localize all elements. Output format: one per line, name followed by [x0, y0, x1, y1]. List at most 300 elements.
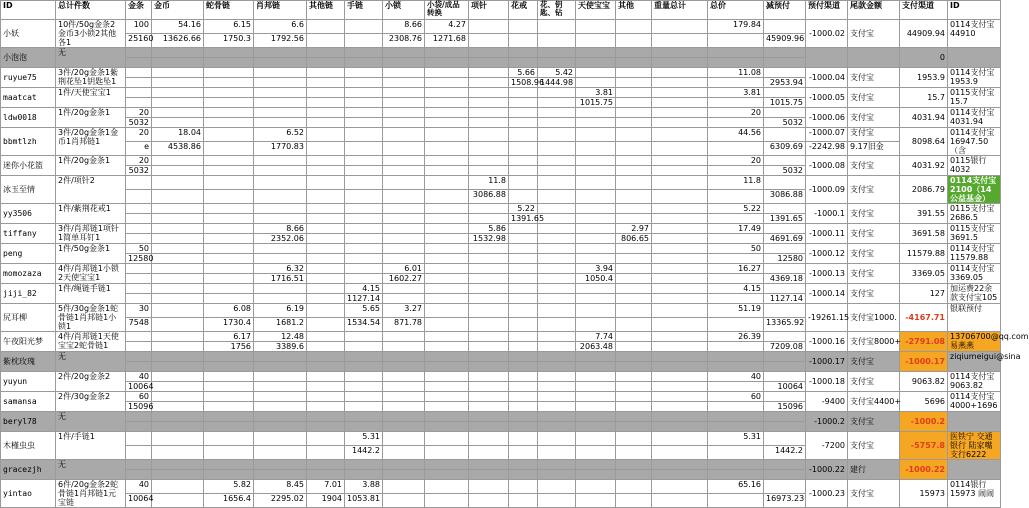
row-cell-e1[interactable]: [307, 128, 345, 142]
row-deposit[interactable]: -1000.22: [806, 460, 848, 480]
row-pay-channel[interactable]: 0114支付宝 44910: [948, 20, 1001, 48]
row-cell-h2[interactable]: [425, 446, 469, 460]
row-price[interactable]: 12580: [764, 254, 806, 264]
row-cell-l1[interactable]: [576, 352, 616, 362]
row-cell-e1[interactable]: [307, 332, 345, 342]
row-cell-l1[interactable]: [576, 244, 616, 254]
row-cell-f2[interactable]: 1442.2: [345, 446, 383, 460]
row-cell-g2[interactable]: [383, 118, 425, 128]
row-cell-d2[interactable]: [254, 190, 307, 204]
row-cell-f1[interactable]: [345, 224, 383, 234]
row-weight[interactable]: 44.56: [708, 128, 764, 142]
row-cell-k2[interactable]: [538, 342, 576, 352]
row-cell-n2[interactable]: [652, 142, 708, 156]
row-cell-j2[interactable]: [509, 422, 538, 432]
row-cell-b1[interactable]: [152, 432, 204, 446]
row-weight[interactable]: 26.39: [708, 332, 764, 342]
row-cell-d2[interactable]: 3389.6: [254, 342, 307, 352]
row-pay-channel[interactable]: 0114支付宝 11579.88: [948, 244, 1001, 264]
row-cell-n2[interactable]: [652, 274, 708, 284]
row-cell-h2[interactable]: [425, 190, 469, 204]
row-cell-h2[interactable]: [425, 382, 469, 392]
row-cell-f1[interactable]: [345, 128, 383, 142]
row-cell-f2[interactable]: [345, 254, 383, 264]
row-cell-m2[interactable]: [616, 422, 652, 432]
row-cell-a1[interactable]: 60: [126, 392, 152, 402]
row-id[interactable]: 尻耳柳: [1, 304, 56, 332]
row-cell-k1[interactable]: [538, 332, 576, 342]
row-cell-m2[interactable]: [616, 362, 652, 372]
row-cell-j1[interactable]: [509, 284, 538, 294]
row-cell-g2[interactable]: [383, 234, 425, 244]
table-row[interactable]: [1, 432, 1001, 446]
row-cell-e1[interactable]: [307, 204, 345, 214]
row-cell-d1[interactable]: [254, 108, 307, 118]
row-cell-h1[interactable]: [425, 88, 469, 98]
row-cell-n2[interactable]: [652, 342, 708, 352]
row-cell-d1[interactable]: [254, 156, 307, 166]
row-deposit-channel[interactable]: 支付宝: [848, 224, 900, 244]
row-cell-l2[interactable]: [576, 470, 616, 480]
row-cell-c1[interactable]: [204, 264, 254, 274]
row-cell-b1[interactable]: [152, 204, 204, 214]
row-cell-e2[interactable]: [307, 34, 345, 48]
row-cell-k1[interactable]: [538, 412, 576, 422]
row-cell-m2[interactable]: [616, 494, 652, 508]
row-cell-f2[interactable]: [345, 362, 383, 372]
row-cell-i1[interactable]: [469, 432, 509, 446]
row-cell-k2[interactable]: [538, 294, 576, 304]
row-balance[interactable]: -1000.22: [900, 460, 948, 480]
row-id[interactable]: 午夜阳光梦: [1, 332, 56, 352]
row-cell-d1[interactable]: [254, 48, 307, 58]
row-cell-m1[interactable]: [616, 392, 652, 402]
row-cell-a1[interactable]: [126, 224, 152, 234]
row-cell-m2[interactable]: [616, 118, 652, 128]
row-cell-a1[interactable]: [126, 176, 152, 190]
row-cell-k2[interactable]: [538, 234, 576, 244]
row-id[interactable]: peng: [1, 244, 56, 264]
row-cell-l2[interactable]: [576, 446, 616, 460]
row-deposit-channel[interactable]: 支付宝: [848, 372, 900, 392]
col-small-lock[interactable]: 小锁: [383, 1, 425, 20]
row-cell-a2[interactable]: 7548: [126, 318, 152, 332]
row-cell-m2[interactable]: [616, 318, 652, 332]
row-cell-f1[interactable]: [345, 176, 383, 190]
row-cell-b2[interactable]: [152, 274, 204, 284]
row-cell-c2[interactable]: [204, 274, 254, 284]
row-cell-a2[interactable]: [126, 446, 152, 460]
row-weight[interactable]: [708, 48, 764, 58]
row-cell-g2[interactable]: 1602.27: [383, 274, 425, 284]
row-cell-d1[interactable]: 6.19: [254, 304, 307, 318]
row-cell-a1[interactable]: 20: [126, 156, 152, 166]
row-cell-l1[interactable]: [576, 20, 616, 34]
row-deposit-channel[interactable]: 支付宝: [848, 264, 900, 284]
row-cell-b2[interactable]: [152, 402, 204, 412]
row-cell-f1[interactable]: [345, 20, 383, 34]
row-cell-m1[interactable]: [616, 88, 652, 98]
row-cell-a2[interactable]: [126, 294, 152, 304]
row-cell-m1[interactable]: [616, 460, 652, 470]
row-cell-i2[interactable]: [469, 402, 509, 412]
row-cell-c1[interactable]: 6.08: [204, 304, 254, 318]
row-cell-j1[interactable]: [509, 224, 538, 234]
row-cell-h1[interactable]: [425, 244, 469, 254]
row-cell-d1[interactable]: [254, 68, 307, 78]
row-weight[interactable]: [708, 460, 764, 470]
row-cell-m1[interactable]: [616, 304, 652, 318]
row-cell-d1[interactable]: [254, 412, 307, 422]
row-cell-n1[interactable]: [652, 480, 708, 494]
row-deposit-channel[interactable]: 支付宝: [848, 88, 900, 108]
row-cell-a2[interactable]: [126, 342, 152, 352]
row-cell-l1[interactable]: [576, 392, 616, 402]
row-cell-h2[interactable]: [425, 58, 469, 68]
row-cell-m2[interactable]: [616, 166, 652, 176]
row-pay-channel[interactable]: 0114支付宝 16947.50（含: [948, 128, 1001, 156]
row-cell-f1[interactable]: [345, 372, 383, 382]
row-cell-c2[interactable]: [204, 254, 254, 264]
row-cell-d2[interactable]: 2295.02: [254, 494, 307, 508]
row-cell-j2[interactable]: [509, 318, 538, 332]
row-cell-l1[interactable]: [576, 128, 616, 142]
row-cell-l1[interactable]: [576, 68, 616, 78]
row-cell-c1[interactable]: [204, 372, 254, 382]
row-deposit-2[interactable]: -2242.98: [806, 142, 848, 156]
row-cell-a1[interactable]: [126, 460, 152, 470]
row-price[interactable]: 7209.08: [764, 342, 806, 352]
row-cell-h2[interactable]: [425, 214, 469, 224]
row-cell-j1[interactable]: [509, 176, 538, 190]
row-cell-c2[interactable]: [204, 402, 254, 412]
col-id2[interactable]: ID: [948, 1, 1001, 20]
row-deposit[interactable]: -1000.09: [806, 176, 848, 204]
row-cell-n1[interactable]: [652, 156, 708, 166]
row-cell-d1[interactable]: 6.32: [254, 264, 307, 274]
row-cell-k2[interactable]: [538, 118, 576, 128]
row-cell-g1[interactable]: [383, 224, 425, 234]
row-cell-e1[interactable]: [307, 352, 345, 362]
row-cell-e1[interactable]: [307, 48, 345, 58]
row-cell-l1[interactable]: [576, 304, 616, 318]
row-weight[interactable]: 11.8: [708, 176, 764, 190]
row-cell-g1[interactable]: [383, 48, 425, 58]
row-price[interactable]: 5032: [764, 166, 806, 176]
row-cell-k1[interactable]: [538, 460, 576, 470]
row-deposit[interactable]: -1000.18: [806, 372, 848, 392]
row-cell-c1[interactable]: [204, 460, 254, 470]
table-row[interactable]: [1, 128, 1001, 142]
row-cell-j1[interactable]: [509, 244, 538, 254]
row-deposit[interactable]: -1000.23: [806, 480, 848, 508]
row-cell-m2[interactable]: [616, 342, 652, 352]
row-cell-g2[interactable]: [383, 78, 425, 88]
row-id[interactable]: 冰玉至情: [1, 176, 56, 204]
row-cell-l2[interactable]: [576, 402, 616, 412]
row-deposit[interactable]: -1000.07: [806, 128, 848, 142]
row-cell-a2[interactable]: [126, 98, 152, 108]
row-cell-b2[interactable]: 13626.66: [152, 34, 204, 48]
col-deposit-channel[interactable]: 预付渠道: [806, 1, 848, 20]
row-cell-e2[interactable]: [307, 166, 345, 176]
row-pay-channel[interactable]: 0114支付宝 9063.82: [948, 372, 1001, 392]
row-cell-h2[interactable]: [425, 234, 469, 244]
row-cell-i2[interactable]: [469, 494, 509, 508]
row-cell-n1[interactable]: [652, 204, 708, 214]
row-cell-l1[interactable]: [576, 224, 616, 234]
row-balance[interactable]: 15973: [900, 480, 948, 508]
row-price[interactable]: 1391.65: [764, 214, 806, 224]
row-cell-a2[interactable]: [126, 234, 152, 244]
row-cell-j1[interactable]: [509, 460, 538, 470]
row-deposit[interactable]: -1000.04: [806, 68, 848, 88]
row-cell-h2[interactable]: [425, 318, 469, 332]
row-pay-channel[interactable]: [948, 460, 1001, 480]
row-cell-g1[interactable]: [383, 352, 425, 362]
row-cell-j1[interactable]: [509, 108, 538, 118]
row-cell-i2[interactable]: [469, 294, 509, 304]
row-cell-l2[interactable]: [576, 494, 616, 508]
row-cell-c1[interactable]: [204, 88, 254, 98]
col-total-price[interactable]: 总价: [708, 1, 764, 20]
row-cell-c2[interactable]: [204, 362, 254, 372]
row-cell-l1[interactable]: [576, 412, 616, 422]
row-cell-b2[interactable]: [152, 494, 204, 508]
row-cell-h2[interactable]: [425, 274, 469, 284]
row-pay-channel[interactable]: 0114支付宝 4000+1696: [948, 392, 1001, 412]
row-cell-c2[interactable]: [204, 422, 254, 432]
row-pay-channel[interactable]: 0115支付宝 2686.5: [948, 204, 1001, 224]
row-cell-n1[interactable]: [652, 352, 708, 362]
row-cell-j2[interactable]: [509, 274, 538, 284]
row-deposit[interactable]: -1000.06: [806, 108, 848, 128]
row-cell-b2[interactable]: [152, 446, 204, 460]
row-cell-g1[interactable]: [383, 480, 425, 494]
row-cell-f2[interactable]: [345, 274, 383, 284]
row-cell-e1[interactable]: [307, 432, 345, 446]
row-cell-c1[interactable]: [204, 204, 254, 214]
col-total-count[interactable]: 总计件数: [56, 1, 126, 20]
row-deposit-channel[interactable]: 支付宝: [848, 284, 900, 304]
row-cell-b2[interactable]: [152, 98, 204, 108]
row-cell-n1[interactable]: [652, 412, 708, 422]
row-cell-i1[interactable]: [469, 480, 509, 494]
row-cell-k2[interactable]: [538, 446, 576, 460]
row-cell-i1[interactable]: [469, 460, 509, 470]
row-cell-m1[interactable]: [616, 108, 652, 118]
row-cell-l1[interactable]: [576, 480, 616, 494]
row-cell-e1[interactable]: [307, 264, 345, 274]
row-cell-h1[interactable]: [425, 48, 469, 58]
row-cell-b1[interactable]: [152, 332, 204, 342]
row-cell-f1[interactable]: [345, 68, 383, 78]
row-cell-j1[interactable]: [509, 352, 538, 362]
row-cell-m1[interactable]: [616, 480, 652, 494]
row-cell-l2[interactable]: 1050.4: [576, 274, 616, 284]
row-deposit-channel[interactable]: 支付宝: [848, 20, 900, 48]
row-cell-e1[interactable]: [307, 108, 345, 118]
row-cell-n2[interactable]: [652, 470, 708, 480]
col-gold-coin[interactable]: 金币: [152, 1, 204, 20]
row-price[interactable]: 13365.92: [764, 318, 806, 332]
row-cell-i1[interactable]: [469, 156, 509, 166]
row-price[interactable]: [764, 362, 806, 372]
row-cell-j1[interactable]: [509, 392, 538, 402]
row-cell-f1[interactable]: [345, 244, 383, 254]
row-deposit-channel[interactable]: 支付宝: [848, 244, 900, 264]
row-cell-d1[interactable]: [254, 352, 307, 362]
row-cell-e2[interactable]: [307, 118, 345, 128]
row-cell-k1[interactable]: [538, 108, 576, 118]
row-cell-b1[interactable]: [152, 156, 204, 166]
row-cell-n2[interactable]: [652, 234, 708, 244]
row-id[interactable]: 迷你小花篮: [1, 156, 56, 176]
row-price[interactable]: 1127.14: [764, 294, 806, 304]
row-cell-c1[interactable]: [204, 432, 254, 446]
row-cell-b2[interactable]: [152, 422, 204, 432]
row-cell-b2[interactable]: [152, 58, 204, 68]
row-cell-a2[interactable]: [126, 214, 152, 224]
row-cell-j2[interactable]: [509, 342, 538, 352]
row-cell-m1[interactable]: [616, 68, 652, 78]
row-cell-l2[interactable]: [576, 118, 616, 128]
row-cell-e2[interactable]: [307, 402, 345, 412]
col-flower-ring[interactable]: 花戒: [509, 1, 538, 20]
row-cell-b1[interactable]: [152, 88, 204, 98]
row-cell-b1[interactable]: [152, 176, 204, 190]
row-cell-n2[interactable]: [652, 166, 708, 176]
row-cell-h2[interactable]: [425, 362, 469, 372]
row-cell-e2[interactable]: [307, 98, 345, 108]
row-cell-c2[interactable]: [204, 118, 254, 128]
row-cell-f1[interactable]: 5.31: [345, 432, 383, 446]
row-cell-j1[interactable]: [509, 88, 538, 98]
row-cell-h1[interactable]: [425, 204, 469, 214]
row-cell-f1[interactable]: [345, 48, 383, 58]
row-cell-e2[interactable]: [307, 190, 345, 204]
row-cell-h1[interactable]: [425, 432, 469, 446]
row-cell-g2[interactable]: 2308.76: [383, 34, 425, 48]
row-cell-g1[interactable]: [383, 128, 425, 142]
table-row[interactable]: [1, 352, 1001, 362]
row-id[interactable]: 小泡泡: [1, 48, 56, 68]
row-cell-h2[interactable]: [425, 78, 469, 88]
row-cell-a1[interactable]: [126, 68, 152, 78]
row-cell-h1[interactable]: [425, 108, 469, 118]
row-cell-l1[interactable]: [576, 204, 616, 214]
row-pay-channel[interactable]: 0115银行4032: [948, 156, 1001, 176]
row-price[interactable]: 10064: [764, 382, 806, 392]
row-cell-i2[interactable]: [469, 342, 509, 352]
row-cell-g1[interactable]: 3.27: [383, 304, 425, 318]
row-cell-n2[interactable]: [652, 118, 708, 128]
row-id[interactable]: beryl78: [1, 412, 56, 432]
row-deposit[interactable]: -1000.02: [806, 20, 848, 48]
row-pay-channel[interactable]: 加运费22余款支付宝105: [948, 284, 1001, 304]
row-cell-b1[interactable]: [152, 352, 204, 362]
row-cell-h1[interactable]: [425, 224, 469, 234]
row-cell-b1[interactable]: [152, 244, 204, 254]
row-cell-i2[interactable]: [469, 98, 509, 108]
row-cell-k1[interactable]: [538, 48, 576, 58]
row-weight[interactable]: 60: [708, 392, 764, 402]
table-row[interactable]: [1, 176, 1001, 190]
row-deposit-channel[interactable]: 建行: [848, 460, 900, 480]
row-cell-d1[interactable]: [254, 372, 307, 382]
row-cell-f2[interactable]: [345, 166, 383, 176]
row-cell-i1[interactable]: [469, 108, 509, 118]
row-cell-g2[interactable]: [383, 402, 425, 412]
row-cell-m1[interactable]: [616, 284, 652, 294]
row-deposit-channel[interactable]: 支付宝8000+: [848, 332, 900, 352]
row-cell-n2[interactable]: [652, 214, 708, 224]
row-cell-k1[interactable]: [538, 20, 576, 34]
col-bracelet[interactable]: 手链: [345, 1, 383, 20]
row-cell-g2[interactable]: [383, 190, 425, 204]
row-price[interactable]: 5032: [764, 118, 806, 128]
row-cell-m2[interactable]: [616, 382, 652, 392]
row-cell-l1[interactable]: 3.94: [576, 264, 616, 274]
row-cell-i1[interactable]: 11.8: [469, 176, 509, 190]
row-cell-n1[interactable]: [652, 460, 708, 470]
row-cell-f2[interactable]: [345, 118, 383, 128]
row-cell-j1[interactable]: [509, 20, 538, 34]
row-cell-g1[interactable]: [383, 412, 425, 422]
row-cell-m2[interactable]: [616, 274, 652, 284]
row-cell-c2[interactable]: [204, 78, 254, 88]
row-balance[interactable]: -1000.2: [900, 412, 948, 432]
row-cell-k1[interactable]: 5.42: [538, 68, 576, 78]
row-cell-n1[interactable]: [652, 88, 708, 98]
row-cell-d2[interactable]: [254, 362, 307, 372]
row-cell-e1[interactable]: [307, 68, 345, 78]
row-cell-n2[interactable]: [652, 294, 708, 304]
row-cell-n1[interactable]: [652, 392, 708, 402]
row-cell-m1[interactable]: [616, 156, 652, 166]
row-cell-k1[interactable]: [538, 304, 576, 318]
row-cell-h2[interactable]: [425, 402, 469, 412]
row-cell-g1[interactable]: [383, 244, 425, 254]
row-cell-k2[interactable]: [538, 318, 576, 332]
row-cell-c1[interactable]: [204, 108, 254, 118]
row-cell-g1[interactable]: [383, 88, 425, 98]
row-cell-g2[interactable]: [383, 98, 425, 108]
row-balance[interactable]: -2791.08: [900, 332, 948, 352]
row-cell-f1[interactable]: [345, 264, 383, 274]
row-cell-h1[interactable]: [425, 304, 469, 318]
row-cell-h2[interactable]: [425, 342, 469, 352]
row-deposit-channel[interactable]: 支付宝: [848, 352, 900, 372]
row-cell-a1[interactable]: 100: [126, 20, 152, 34]
row-cell-f2[interactable]: [345, 342, 383, 352]
row-cell-i2[interactable]: [469, 422, 509, 432]
row-cell-h2[interactable]: [425, 98, 469, 108]
row-balance[interactable]: 15.7: [900, 88, 948, 108]
row-balance[interactable]: 9063.82: [900, 372, 948, 392]
row-pay-channel[interactable]: [948, 48, 1001, 68]
row-cell-n1[interactable]: [652, 284, 708, 294]
row-deposit[interactable]: -1000.1: [806, 204, 848, 224]
row-cell-c1[interactable]: [204, 244, 254, 254]
row-cell-k1[interactable]: [538, 204, 576, 214]
row-cell-f2[interactable]: [345, 98, 383, 108]
row-cell-f2[interactable]: [345, 470, 383, 480]
row-deposit[interactable]: -19261.15: [806, 304, 848, 332]
row-cell-i1[interactable]: [469, 68, 509, 78]
row-balance[interactable]: 11579.88: [900, 244, 948, 264]
row-price[interactable]: [764, 422, 806, 432]
